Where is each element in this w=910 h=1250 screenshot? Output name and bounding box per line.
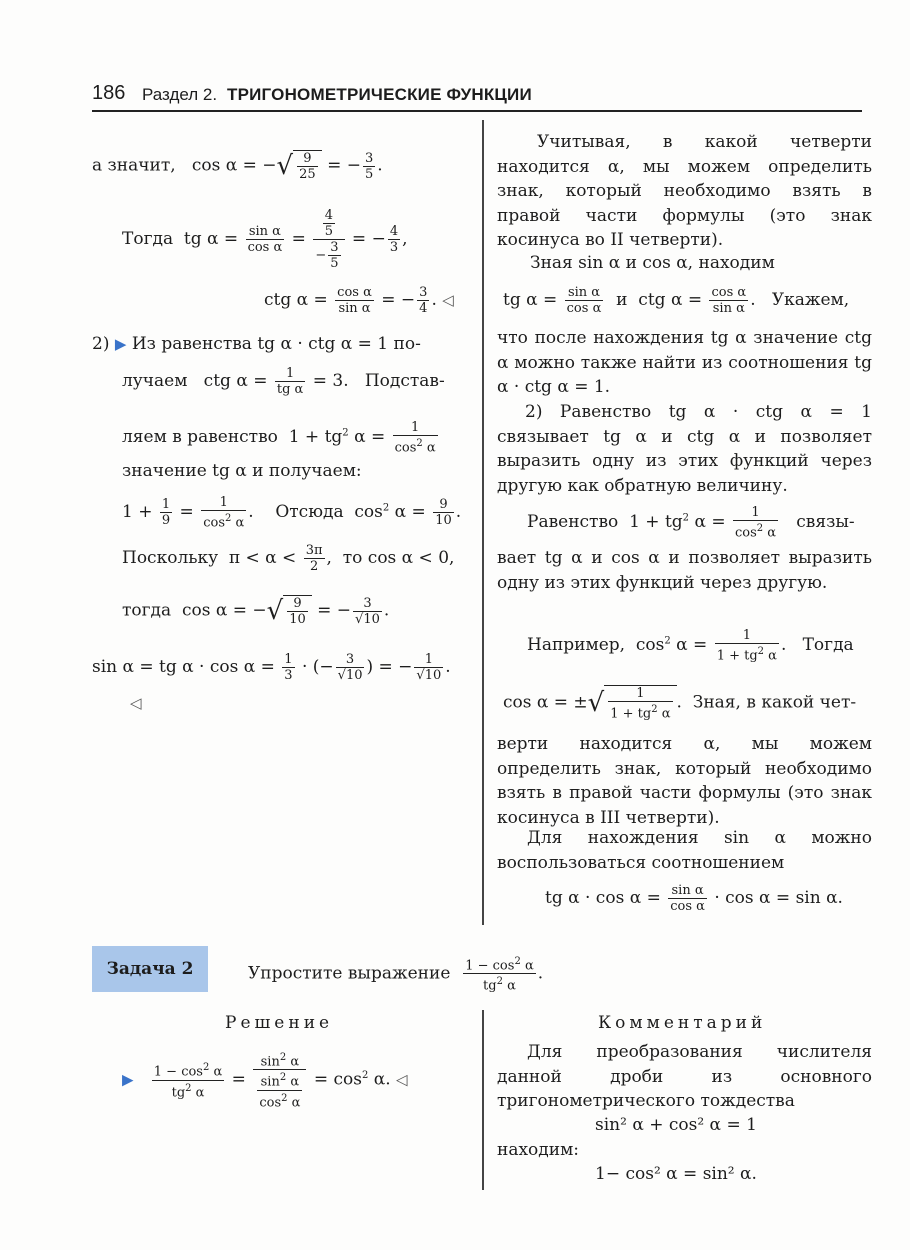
commentary-heading: Комментарий xyxy=(598,1013,767,1033)
commentary-identity: sin² α + cos² α = 1 xyxy=(595,1115,757,1135)
solution-formula: ▶ $\frac{1 - \cos^2 \alpha}{tg^2 \alpha}$ = $\frac{\sin^2 \alpha}{\frac{\sin^2 \alpha}{\cos^2 \alpha}}$ = $\cos^2 \alpha$. ◁ xyxy=(122,1052,408,1110)
text: Подстав- xyxy=(364,371,445,391)
page-header xyxy=(92,80,862,112)
item2-line-4: значение tg α и получаем: xyxy=(122,461,362,481)
task-statement: Упростите выражение $\frac{1 - \cos^2 \alpha}{tg^2 \alpha}$ . xyxy=(248,956,544,994)
start-marker-icon: ▶ xyxy=(122,1070,134,1089)
right-paragraph-3: 2) Равенство tg α · ctg α = 1 связывает tg α и ctg α и позволяет выразить одну из этих функций через другую как обратную величину. xyxy=(497,402,872,496)
text: тогда xyxy=(122,600,172,621)
task-label: Задача 2 xyxy=(106,959,194,979)
solution-heading: Решение xyxy=(225,1013,334,1033)
text: Тогда xyxy=(122,229,174,249)
column-divider-bottom xyxy=(482,1010,484,1190)
text: Равенство xyxy=(527,512,619,533)
chapter-title: ТРИГОНОМЕТРИЧЕСКИЕ ФУНКЦИИ xyxy=(227,85,532,104)
item2-line-5: 1 + $\frac{1}{9}$ = $\frac{1}{\cos^2 \alpha}$ . Отсюда $\cos^2 \alpha$ = $\frac{9}{10}$ . xyxy=(122,495,462,531)
commentary-paragraph-1: Для преобразования числителя данной дроби из основного тригонометрического тождества xyxy=(497,1042,872,1111)
left-line-1: а значит, cos α = −√ $\frac{9}{25}$ = − $\frac{3}{5}$ . xyxy=(92,150,383,182)
page-number: 186 xyxy=(92,82,126,104)
end-marker-icon: ◁ xyxy=(442,291,454,309)
left-line-2: Тогда tg α = $\frac{\text{sin α}}{\text{cos α}}$ = $\frac{4}{5}$ − $\frac{3}{5}$ = − $\frac{4}{3}$ , xyxy=(122,208,408,271)
end-marker-icon: ◁ xyxy=(396,1070,408,1089)
right-paragraph-1: Учитывая, в какой четверти находится α, мы можем определить знак, который необходимо взять в правой части формулы (это знак косинуса во II четверти). xyxy=(497,132,872,250)
right-final-formula: tg α · cos α = $\frac{\text{sin α}}{\text{cos α}}$ · cos α = sin α. xyxy=(545,883,843,914)
right-paragraph-2-rest: что после нахождения tg α значение ctg α можно также найти из соотношения tg α · ctg α = 1. xyxy=(497,328,872,397)
column-divider-top xyxy=(482,120,484,925)
item2-line-7: тогда cos α = −√ $\frac{9}{10}$ = − $\frac{3}{√10}$ . xyxy=(122,595,390,627)
item2-line-2: лучаем ctg α = $\frac{1}{\text{tg α}}$ = 3. Подстав- xyxy=(122,366,445,397)
text: Упростите выражение xyxy=(248,963,451,984)
item2-line-8: sin α = tg α · cos α = $\frac{1}{3}$ · (− $\frac{3}{√10}$ ) = − $\frac{1}{√10}$ . xyxy=(92,652,451,683)
right-paragraph-4-rest: вает tg α и cos α и позволяет выразить одну из этих функций через другую. xyxy=(497,548,872,593)
start-marker-icon: ▶ xyxy=(114,335,127,353)
commentary-result: 1− cos² α = sin² α. xyxy=(595,1164,757,1184)
left-line-3: ctg α = $\frac{\text{cos α}}{\text{sin α}}$ = − $\frac{3}{4}$ . ◁ xyxy=(264,285,454,316)
text: ляем в равенство xyxy=(122,427,278,448)
text: Из равенства tg α · ctg α = 1 по- xyxy=(131,334,421,354)
right-line-tgctg: tg α = $\frac{\text{sin α}}{\text{cos α}}$ и ctg α = $\frac{\text{cos α}}{\text{sin α}}$ . Укажем, xyxy=(503,285,850,316)
end-marker-icon: ◁ xyxy=(130,694,142,712)
text: Тогда xyxy=(802,635,854,656)
text: Укажем, xyxy=(771,290,850,310)
item2-line-1 xyxy=(92,333,421,355)
right-paragraph-6-rest: верти находится α, мы можем определить знак, который необходимо взять в правой части формулы (это знак косинуса в III четверти). xyxy=(497,734,872,828)
text: связы- xyxy=(796,512,855,533)
right-paragraph-7: Для нахождения sin α можно воспользоваться соотношением xyxy=(497,828,872,873)
right-line-zna: Зная sin α и cos α, находим xyxy=(530,253,775,273)
right-line-cos-sqrt: cos α = ±√ $\frac{1}{1 + tg^2 \alpha}$ . Зная, в какой чет- xyxy=(503,686,857,722)
section-label: Раздел 2. xyxy=(142,85,218,104)
right-line-ravenstvo: Равенство $1 + tg^2$ α = $\frac{1}{\cos^2 \alpha}$ связы- xyxy=(527,505,855,541)
text: Поскольку xyxy=(122,548,219,568)
right-line-naprimer: Например, $\cos^2 \alpha$ = $\frac{1}{1 + tg^2 \alpha}$ . Тогда xyxy=(527,628,854,664)
item2-line-3: ляем в равенство $1 + tg^2$ α = $\frac{1}{\cos^2 \alpha}$ xyxy=(122,420,436,456)
text: Отсюда xyxy=(275,502,344,523)
task-badge xyxy=(92,946,208,992)
item2-line-6: Поскольку π < α < $\frac{3\pi}{2}$ , то cos α < 0, xyxy=(122,543,455,574)
end-marker-2 xyxy=(130,692,142,714)
commentary-p2: находим: xyxy=(497,1140,580,1160)
text: лучаем xyxy=(122,371,188,391)
text: а значит, xyxy=(92,155,176,176)
text: то cos α < 0, xyxy=(342,548,455,568)
text: Например, xyxy=(527,635,626,656)
item-number: 2) xyxy=(92,334,110,354)
text: Зная, в какой чет- xyxy=(692,692,857,713)
